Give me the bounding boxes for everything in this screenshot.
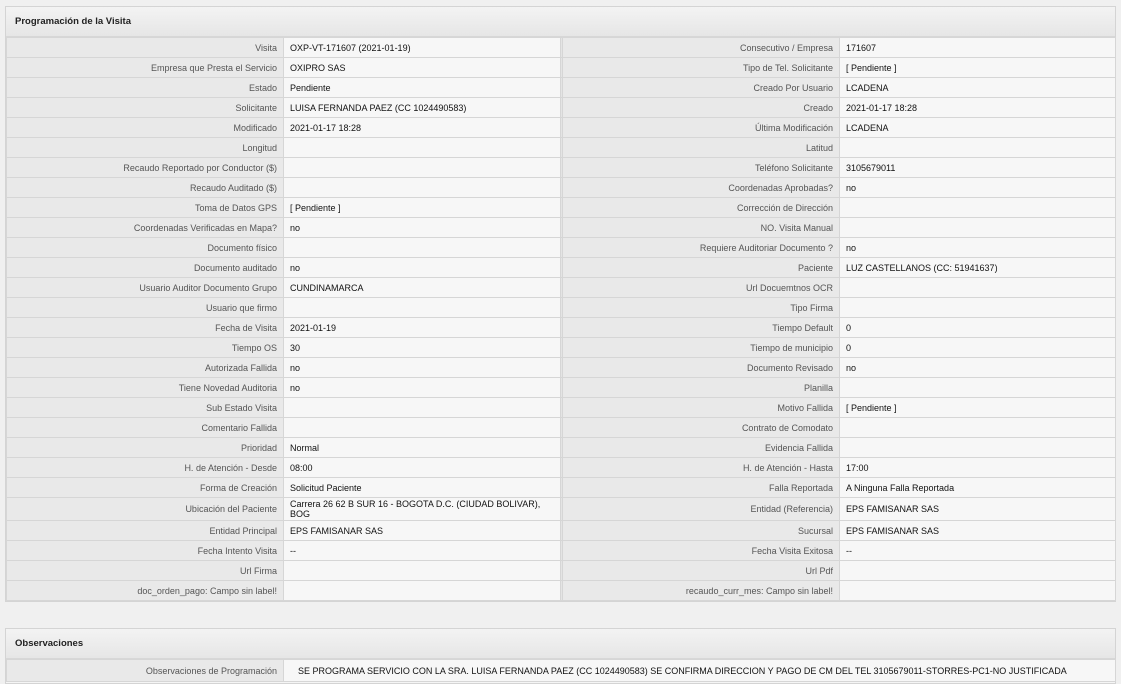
- field-label: Consecutivo / Empresa: [563, 38, 840, 58]
- field-label: Solicitante: [7, 98, 284, 118]
- field-row: [7, 38, 1116, 58]
- observaciones-row: [7, 660, 1116, 682]
- field-value: Carrera 26 62 B SUR 16 - BOGOTA D.C. (CIUDAD BOLIVAR), BOG: [284, 498, 561, 521]
- field-row: [7, 278, 1116, 298]
- field-value: [284, 178, 561, 198]
- field-value: --: [840, 541, 1116, 561]
- field-value: [840, 218, 1116, 238]
- field-label: Sub Estado Visita: [7, 398, 284, 418]
- field-label: Comentario Fallida: [7, 418, 284, 438]
- field-row: [7, 118, 1116, 138]
- field-label: Longitud: [7, 138, 284, 158]
- field-row: [7, 318, 1116, 338]
- field-label: Modificado: [7, 118, 284, 138]
- field-value: Normal: [284, 438, 561, 458]
- field-row: [7, 78, 1116, 98]
- field-value: [840, 298, 1116, 318]
- observaciones-panel: [5, 628, 1116, 684]
- field-label: Tiene Novedad Auditoria: [7, 378, 284, 398]
- field-label: Empresa que Presta el Servicio: [7, 58, 284, 78]
- field-label: Teléfono Solicitante: [563, 158, 840, 178]
- field-label: Ubicación del Paciente: [7, 498, 284, 521]
- field-label: Tipo de Tel. Solicitante: [563, 58, 840, 78]
- field-label: Fecha Visita Exitosa: [563, 541, 840, 561]
- field-label: Autorizada Fallida: [7, 358, 284, 378]
- field-row: [7, 58, 1116, 78]
- field-row: [7, 198, 1116, 218]
- field-label: Contrato de Comodato: [563, 418, 840, 438]
- field-value: [284, 238, 561, 258]
- field-value: [ Pendiente ]: [840, 58, 1116, 78]
- field-label: Tiempo Default: [563, 318, 840, 338]
- field-value: EPS FAMISANAR SAS: [840, 498, 1116, 521]
- field-label: Evidencia Fallida: [563, 438, 840, 458]
- field-label: Url Docuemtnos OCR: [563, 278, 840, 298]
- observaciones-title: Observaciones: [6, 629, 1115, 659]
- field-value: --: [284, 541, 561, 561]
- observaciones-table: [6, 659, 1116, 682]
- field-row: [7, 338, 1116, 358]
- field-label: Tiempo de municipio: [563, 338, 840, 358]
- field-value: 2021-01-17 18:28: [284, 118, 561, 138]
- field-row: [7, 98, 1116, 118]
- field-label: Tiempo OS: [7, 338, 284, 358]
- field-label: Toma de Datos GPS: [7, 198, 284, 218]
- field-label: Documento físico: [7, 238, 284, 258]
- programacion-panel: [5, 6, 1116, 602]
- programacion-table: [6, 37, 1116, 601]
- field-row: [7, 438, 1116, 458]
- field-label: Url Firma: [7, 561, 284, 581]
- field-label: recaudo_curr_mes: Campo sin label!: [563, 581, 840, 601]
- field-label: Latitud: [563, 138, 840, 158]
- field-value: 0: [840, 318, 1116, 338]
- field-row: [7, 498, 1116, 521]
- field-label: Prioridad: [7, 438, 284, 458]
- field-label: H. de Atención - Hasta: [563, 458, 840, 478]
- programacion-title: Programación de la Visita: [6, 7, 1115, 37]
- field-value: LUZ CASTELLANOS (CC: 51941637): [840, 258, 1116, 278]
- field-value: [284, 418, 561, 438]
- field-label: Documento auditado: [7, 258, 284, 278]
- field-value: CUNDINAMARCA: [284, 278, 561, 298]
- field-label: Creado: [563, 98, 840, 118]
- field-row: [7, 561, 1116, 581]
- field-value: OXIPRO SAS: [284, 58, 561, 78]
- field-row: [7, 418, 1116, 438]
- field-value: LCADENA: [840, 118, 1116, 138]
- field-value: EPS FAMISANAR SAS: [840, 521, 1116, 541]
- field-value: [284, 398, 561, 418]
- field-value: OXP-VT-171607 (2021-01-19): [284, 38, 561, 58]
- field-row: [7, 258, 1116, 278]
- field-value: no: [840, 238, 1116, 258]
- field-value: no: [840, 358, 1116, 378]
- field-row: [7, 378, 1116, 398]
- field-value: 2021-01-17 18:28: [840, 98, 1116, 118]
- field-value: Solicitud Paciente: [284, 478, 561, 498]
- field-value: [840, 561, 1116, 581]
- field-row: [7, 218, 1116, 238]
- field-value: no: [840, 178, 1116, 198]
- field-value: 3105679011: [840, 158, 1116, 178]
- field-value: no: [284, 258, 561, 278]
- field-value: LCADENA: [840, 78, 1116, 98]
- field-value: [840, 198, 1116, 218]
- field-label: Url Pdf: [563, 561, 840, 581]
- field-value: no: [284, 378, 561, 398]
- field-value: 0: [840, 338, 1116, 358]
- field-value: [840, 138, 1116, 158]
- field-label: Forma de Creación: [7, 478, 284, 498]
- field-value: 08:00: [284, 458, 561, 478]
- field-value: [ Pendiente ]: [284, 198, 561, 218]
- field-value: [284, 138, 561, 158]
- observaciones-value: SE PROGRAMA SERVICIO CON LA SRA. LUISA FERNANDA PAEZ (CC 1024490583) SE CONFIRMA DIRECCION Y PAGO DE CM DEL TEL 3105679011-STORRES-PC1-NO JUSTIFICADA: [284, 660, 1116, 682]
- field-label: Coordenadas Aprobadas?: [563, 178, 840, 198]
- field-label: Paciente: [563, 258, 840, 278]
- field-value: LUISA FERNANDA PAEZ (CC 1024490583): [284, 98, 561, 118]
- field-value: [284, 298, 561, 318]
- field-label: Falla Reportada: [563, 478, 840, 498]
- field-row: [7, 358, 1116, 378]
- field-value: 17:00: [840, 458, 1116, 478]
- field-label: Coordenadas Verificadas en Mapa?: [7, 218, 284, 238]
- field-row: [7, 298, 1116, 318]
- field-label: Sucursal: [563, 521, 840, 541]
- field-row: [7, 458, 1116, 478]
- field-value: [284, 158, 561, 178]
- field-value: [284, 561, 561, 581]
- field-value: EPS FAMISANAR SAS: [284, 521, 561, 541]
- field-value: Pendiente: [284, 78, 561, 98]
- field-label: Entidad Principal: [7, 521, 284, 541]
- field-label: Recaudo Reportado por Conductor ($): [7, 158, 284, 178]
- field-value: no: [284, 358, 561, 378]
- field-label: Fecha Intento Visita: [7, 541, 284, 561]
- field-value: A Ninguna Falla Reportada: [840, 478, 1116, 498]
- field-label: Estado: [7, 78, 284, 98]
- field-value: 2021-01-19: [284, 318, 561, 338]
- field-row: [7, 238, 1116, 258]
- field-label: Creado Por Usuario: [563, 78, 840, 98]
- field-label: Documento Revisado: [563, 358, 840, 378]
- observaciones-label: Observaciones de Programación: [7, 660, 284, 682]
- field-value: no: [284, 218, 561, 238]
- field-label: Corrección de Dirección: [563, 198, 840, 218]
- field-label: Tipo Firma: [563, 298, 840, 318]
- field-value: [284, 581, 561, 601]
- field-label: NO. Visita Manual: [563, 218, 840, 238]
- field-row: [7, 178, 1116, 198]
- field-label: Última Modificación: [563, 118, 840, 138]
- field-label: Visita: [7, 38, 284, 58]
- field-value: [840, 581, 1116, 601]
- field-value: 171607: [840, 38, 1116, 58]
- field-row: [7, 478, 1116, 498]
- field-value: [840, 378, 1116, 398]
- field-value: [840, 278, 1116, 298]
- field-label: Usuario que firmo: [7, 298, 284, 318]
- field-value: [840, 418, 1116, 438]
- field-row: [7, 398, 1116, 418]
- field-label: Usuario Auditor Documento Grupo: [7, 278, 284, 298]
- field-value: [ Pendiente ]: [840, 398, 1116, 418]
- field-label: H. de Atención - Desde: [7, 458, 284, 478]
- field-value: 30: [284, 338, 561, 358]
- field-row: [7, 541, 1116, 561]
- field-label: Fecha de Visita: [7, 318, 284, 338]
- field-label: Requiere Auditoriar Documento ?: [563, 238, 840, 258]
- field-label: Entidad (Referencia): [563, 498, 840, 521]
- field-row: [7, 138, 1116, 158]
- field-label: Motivo Fallida: [563, 398, 840, 418]
- field-value: [840, 438, 1116, 458]
- field-row: [7, 521, 1116, 541]
- field-label: doc_orden_pago: Campo sin label!: [7, 581, 284, 601]
- field-label: Recaudo Auditado ($): [7, 178, 284, 198]
- field-row: [7, 581, 1116, 601]
- field-label: Planilla: [563, 378, 840, 398]
- field-row: [7, 158, 1116, 178]
